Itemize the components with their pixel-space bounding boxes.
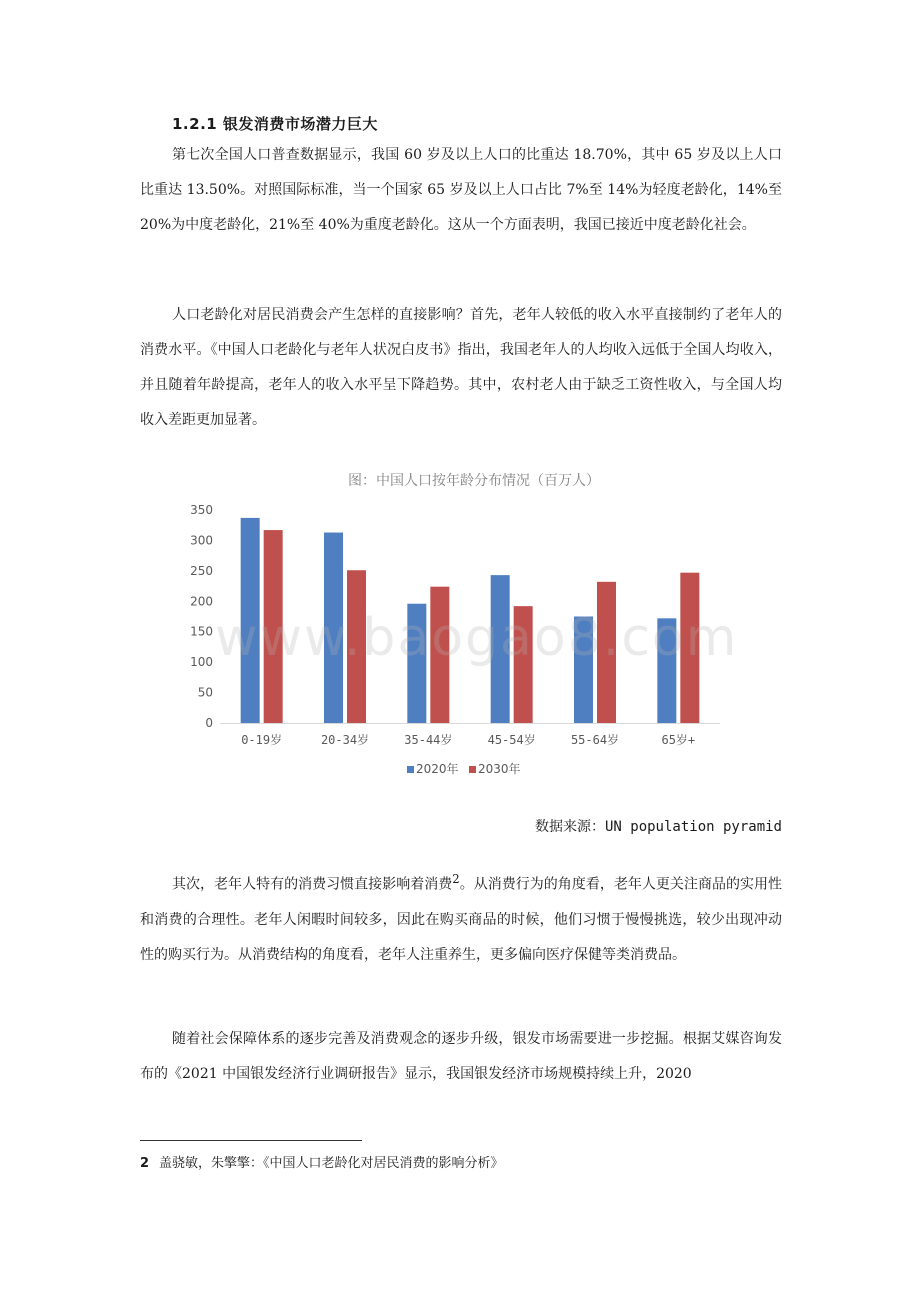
footnote: [140, 1152, 504, 1171]
bar-series1: [491, 575, 510, 723]
footnote-text: 盖骁敏，朱擎擎：《中国人口老龄化对居民消费的影响分析》: [159, 1156, 504, 1171]
legend-label: 2030年: [478, 762, 521, 776]
footnote-reference[interactable]: 2: [452, 872, 460, 886]
paragraph-income-impact: 人口老龄化对居民消费会产生怎样的直接影响？首先，老年人较低的收入水平直接制约了老年人的消费水平。《中国人口老龄化与老年人状况白皮书》指出，我国老年人的人均收入远低于全国人均收入，并且随着年龄提高，老年人的收入水平呈下降趋势。其中，农村老人由于缺乏工资性收入，与全国人均收入差距更加显著。: [140, 307, 782, 428]
y-tick-label: 100: [190, 655, 213, 670]
bar-series1: [241, 518, 260, 723]
y-tick-label: 200: [190, 594, 213, 609]
x-tick-label: 65岁+: [661, 733, 696, 747]
watermark: www.baogao8.com: [215, 608, 739, 668]
legend-label: 2020年: [416, 762, 459, 776]
population-chart: [140, 462, 782, 792]
footnote-divider: [140, 1140, 362, 1141]
x-tick-label: 20-34岁: [320, 733, 370, 747]
data-source: 数据来源：UN population pyramid: [534, 819, 782, 835]
x-tick-label: 35-44岁: [404, 733, 453, 747]
paragraph-silver-market: 随着社会保障体系的逐步完善及消费观念的逐步升级，银发市场需要进一步挖掘。根据艾媒咨询发布的《2021 中国银发经济行业调研报告》显示，我国银发经济市场规模持续上升，2020: [140, 1031, 782, 1082]
y-tick-label: 250: [190, 563, 213, 578]
paragraph-aging-stats: 第七次全国人口普查数据显示，我国 60 岁及以上人口的比重达 18.70%，其中 65 岁及以上人口比重达 13.50%。对照国际标准，当一个国家 65 岁及以上人口占比 7%至 14%为轻度老龄化，14%至 20%为中度老龄化，21%至 40%为重度老龄化。这从一个方面表明，我国已接近中度老龄化社会。: [140, 147, 782, 233]
bar-series2: [597, 582, 616, 723]
y-tick-label: 350: [190, 503, 213, 517]
x-tick-label: 45-54岁: [487, 733, 536, 747]
paragraph-text-part1: 其次，老年人特有的消费习惯直接影响着消费: [172, 876, 453, 893]
bar-series1: [324, 533, 343, 723]
y-tick-label: 150: [190, 624, 213, 639]
bar-series2: [430, 587, 449, 723]
paragraph-consumption-habits: [140, 862, 782, 973]
bar-series2: [514, 606, 533, 723]
y-tick-label: 50: [197, 685, 213, 700]
paragraph-text-part2: 。从消费行为的角度看，老年人更关注商品的实用性和消费的合理性。老年人闲暇时间较多，因此在购买商品的时候，他们习惯于慢慢挑选，较少出现冲动性的购买行为。从消费结构的角度看，老年人注重养生，更多偏向医疗保健等类消费品。: [140, 876, 783, 963]
bar-series1: [407, 604, 426, 723]
bar-series2: [680, 573, 699, 723]
x-tick-label: 55-64岁: [570, 733, 620, 747]
legend-swatch: [407, 766, 414, 773]
bar-series2: [264, 530, 283, 723]
x-tick-label: 0-19岁: [241, 733, 283, 747]
chart-title: 图：中国人口按年龄分布情况（百万人）: [348, 473, 600, 489]
section-heading: 1.2.1 银发消费市场潜力巨大: [172, 115, 378, 133]
y-tick-label: 0: [205, 716, 213, 730]
bar-series2: [347, 570, 366, 723]
population-bar-chart: [140, 462, 782, 792]
footnote-mark: 2: [140, 1156, 150, 1171]
bar-series1: [657, 618, 676, 723]
legend-swatch: [469, 766, 476, 773]
bar-series1: [574, 617, 593, 724]
y-tick-label: 300: [190, 533, 213, 548]
